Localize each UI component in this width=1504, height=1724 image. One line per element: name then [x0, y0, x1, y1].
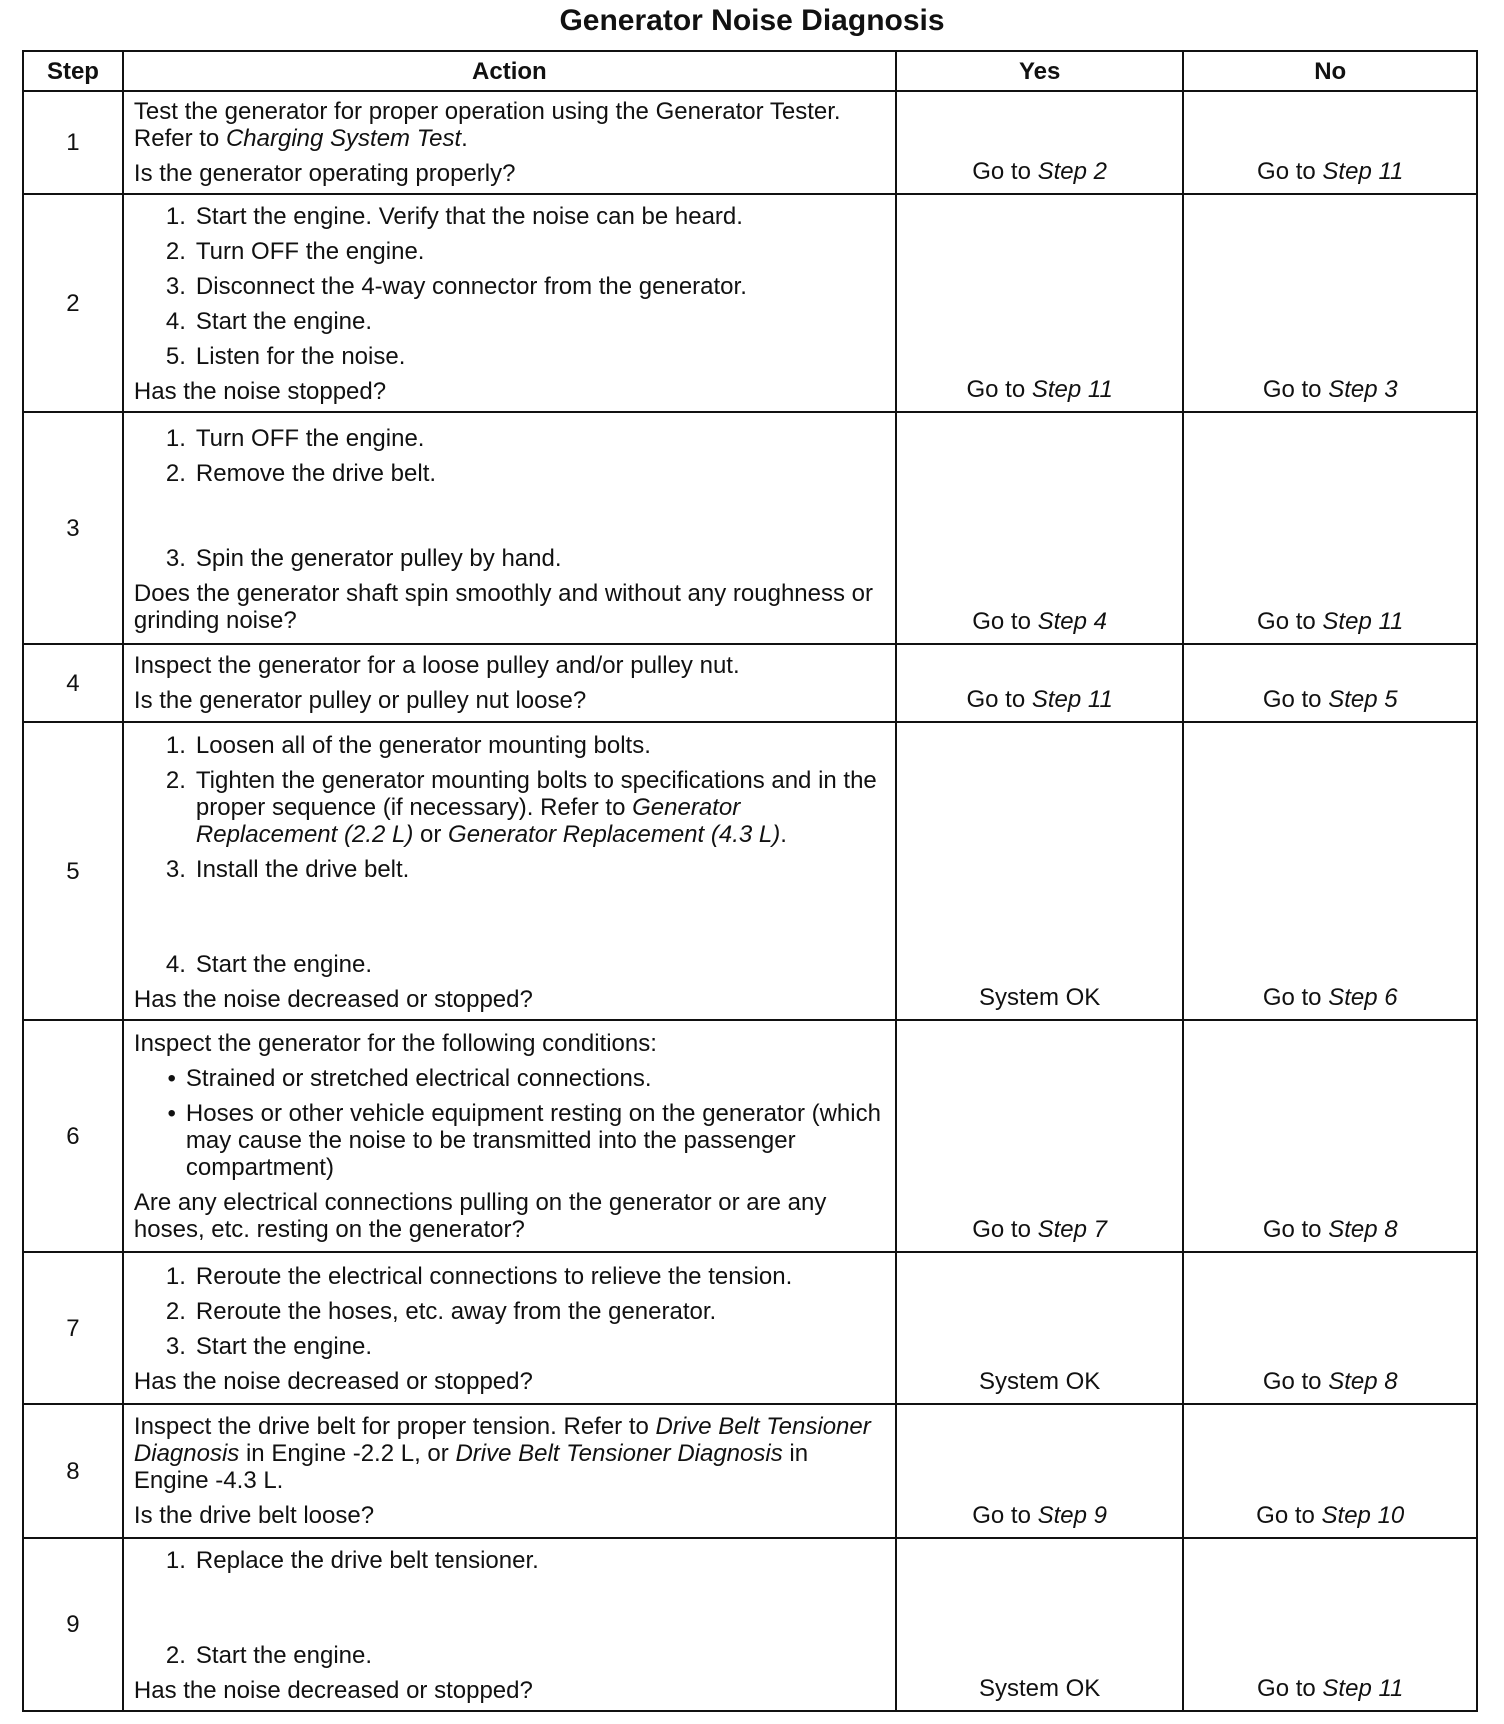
- yes-result: Go to Step 4: [896, 412, 1184, 644]
- no-result: Go to Step 11: [1183, 91, 1477, 194]
- yes-result: Go to Step 7: [896, 1020, 1184, 1252]
- list-item: 1. Turn OFF the engine.: [165, 424, 425, 452]
- list-item: 4. Start the engine.: [165, 308, 373, 335]
- list-item: 2. Remove the drive belt.: [165, 459, 437, 487]
- page-title: Generator Noise Diagnosis: [559, 4, 945, 37]
- step-action: [123, 412, 896, 644]
- header-row: [23, 51, 1477, 91]
- yes-result: System OK: [896, 1252, 1184, 1404]
- no-result: Go to Step 5: [1183, 644, 1477, 722]
- step-question: Has the noise decreased or stopped?: [133, 1368, 533, 1395]
- header-no: No: [1183, 51, 1477, 91]
- table-row: [23, 412, 1477, 644]
- list-item: 2. Start the engine.: [165, 1642, 373, 1669]
- step-number: 5: [23, 722, 123, 1020]
- reference-link: Drive Belt Tensioner Diagnosis: [133, 1413, 871, 1467]
- step-number: 7: [23, 1252, 123, 1404]
- table-row: [23, 91, 1477, 194]
- table-row: [23, 1538, 1477, 1711]
- list-item: 2. Turn OFF the engine.: [165, 238, 425, 265]
- list-item: 2. Reroute the hoses, etc. away from the generator.: [165, 1298, 717, 1325]
- header-yes: Yes: [896, 51, 1184, 91]
- table-row: [23, 1404, 1477, 1538]
- step-number: 4: [23, 644, 123, 722]
- step-question: Does the generator shaft spin smoothly and without any roughness or grinding noise?: [133, 579, 874, 634]
- step-number: 3: [23, 412, 123, 644]
- yes-result: System OK: [896, 722, 1184, 1020]
- list-item: 1. Start the engine. Verify that the noise can be heard.: [165, 203, 743, 230]
- yes-result: Go to Step 11: [896, 644, 1184, 722]
- list-item: 2. Tighten the generator mounting bolts to specifications and in the proper sequence (if necessary). Refer to Generator Replacement (2.2 L) or Generator Replacement (4.3 L).: [165, 766, 877, 848]
- header-step: Step: [23, 51, 123, 91]
- step-question: Is the generator operating properly?: [133, 160, 516, 187]
- list-item: 3. Start the engine.: [165, 1333, 373, 1360]
- list-item: • Hoses or other vehicle equipment resting on the generator (which may cause the noise to be transmitted into the passenger compartment): [167, 1099, 881, 1181]
- list-item: 1. Replace the drive belt tensioner.: [165, 1547, 539, 1574]
- table-row: [23, 1020, 1477, 1252]
- list-item: • Strained or stretched electrical connections.: [167, 1064, 652, 1092]
- table-row: [23, 194, 1477, 412]
- no-result: Go to Step 8: [1183, 1252, 1477, 1404]
- list-item: 5. Listen for the noise.: [165, 343, 406, 370]
- no-result: Go to Step 6: [1183, 722, 1477, 1020]
- header-action: Action: [123, 51, 896, 91]
- no-result: Go to Step 3: [1183, 194, 1477, 412]
- yes-result: Go to Step 9: [896, 1404, 1184, 1538]
- step-question: Is the drive belt loose?: [133, 1502, 375, 1529]
- reference-link: Generator Replacement (2.2 L): [195, 793, 741, 848]
- step-action: [123, 194, 896, 412]
- diagnosis-table: [22, 50, 1478, 1712]
- list-item: 1. Reroute the electrical connections to relieve the tension.: [165, 1263, 793, 1290]
- yes-result: Go to Step 2: [896, 91, 1184, 194]
- step-action: [123, 1538, 896, 1711]
- step-action: [123, 1252, 896, 1404]
- step-question: Has the noise decreased or stopped?: [133, 985, 533, 1013]
- step-number: 2: [23, 194, 123, 412]
- reference-link: Drive Belt Tensioner Diagnosis: [455, 1440, 783, 1467]
- table-row: [23, 722, 1477, 1020]
- table-row: [23, 1252, 1477, 1404]
- list-item: 3. Disconnect the 4-way connector from the generator.: [165, 273, 747, 300]
- action-text: Inspect the generator for a loose pulley and/or pulley nut.: [133, 652, 740, 679]
- step-action: [123, 1404, 896, 1538]
- step-action: [123, 644, 896, 722]
- list-item: 3. Spin the generator pulley by hand.: [165, 544, 562, 572]
- step-number: 8: [23, 1404, 123, 1538]
- step-number: 1: [23, 91, 123, 194]
- list-item: 1. Loosen all of the generator mounting bolts.: [165, 731, 651, 759]
- yes-result: Go to Step 11: [896, 194, 1184, 412]
- no-result: Go to Step 11: [1183, 412, 1477, 644]
- step-question: Has the noise decreased or stopped?: [133, 1677, 533, 1704]
- action-text: Test the generator for proper operation using the Generator Tester. Refer to Charging System Test.: [133, 98, 841, 152]
- no-result: Go to Step 8: [1183, 1020, 1477, 1252]
- step-action: [123, 722, 896, 1020]
- action-text: Inspect the generator for the following conditions:: [133, 1029, 657, 1057]
- list-item: 4. Start the engine.: [165, 950, 373, 978]
- reference-link: Charging System Test: [225, 125, 462, 152]
- no-result: Go to Step 11: [1183, 1538, 1477, 1711]
- step-question: Has the noise stopped?: [133, 378, 387, 405]
- step-question: Is the generator pulley or pulley nut loose?: [133, 687, 587, 714]
- step-number: 9: [23, 1538, 123, 1711]
- reference-link: Generator Replacement (4.3 L): [448, 820, 781, 848]
- step-question: Are any electrical connections pulling on the generator or are any hoses, etc. resting on the generator?: [133, 1188, 827, 1243]
- no-result: Go to Step 10: [1183, 1404, 1477, 1538]
- action-text: Inspect the drive belt for proper tension. Refer to Drive Belt Tensioner Diagnosis in Engine -2.2 L, or Drive Belt Tensioner Diagnosis in Engine -4.3 L.: [133, 1413, 871, 1494]
- list-item: 3. Install the drive belt.: [165, 855, 410, 883]
- step-number: 6: [23, 1020, 123, 1252]
- step-action: [123, 91, 896, 194]
- step-action: [123, 1020, 896, 1252]
- yes-result: System OK: [896, 1538, 1184, 1711]
- table-row: [23, 644, 1477, 722]
